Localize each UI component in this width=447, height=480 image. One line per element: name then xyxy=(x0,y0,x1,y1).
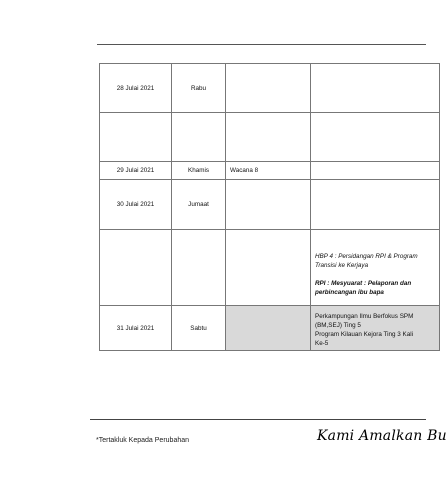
program-line: perbincangan ibu bapa xyxy=(315,289,384,296)
day-cell xyxy=(172,113,226,162)
date-cell: 31 Julai 2021 xyxy=(100,306,172,351)
table-row xyxy=(100,162,440,180)
program-line: (BM,SEJ) Ting 5 xyxy=(315,321,361,329)
motto-text: Kami Amalkan Bu xyxy=(317,428,447,444)
date-cell: 28 Julai 2021 xyxy=(100,64,172,113)
program-line: Ke-5 xyxy=(315,339,329,347)
bottom-rule xyxy=(90,419,426,420)
program-line: HBP 4 : Persidangan RPI & Program xyxy=(315,253,418,260)
date-cell: 30 Julai 2021 xyxy=(100,180,172,230)
schedule-table xyxy=(99,63,440,351)
day-cell: Khamis xyxy=(172,162,226,180)
program-line: Program Kilauan Kejora Ting 3 Kali xyxy=(315,330,414,338)
day-cell: Sabtu xyxy=(172,306,226,351)
date-cell xyxy=(100,113,172,162)
table-row xyxy=(100,64,440,113)
wacana-cell xyxy=(226,306,311,351)
day-cell: Jumaat xyxy=(172,180,226,230)
program-cell xyxy=(311,64,440,113)
wacana-cell xyxy=(226,230,311,306)
table-row xyxy=(100,306,440,351)
wacana-cell: Wacana 8 xyxy=(226,162,311,180)
program-cell xyxy=(311,306,440,351)
program-cell xyxy=(311,162,440,180)
table-row xyxy=(100,230,440,306)
program-cell xyxy=(311,113,440,162)
wacana-cell xyxy=(226,180,311,230)
date-cell: 29 Julai 2021 xyxy=(100,162,172,180)
table-row xyxy=(100,113,440,162)
day-cell: Rabu xyxy=(172,64,226,113)
wacana-cell xyxy=(226,64,311,113)
program-cell xyxy=(311,230,440,306)
program-line: Perkampungan Ilmu Berfokus SPM xyxy=(315,312,414,320)
program-line: RPI : Mesyuarat : Pelaporan dan xyxy=(315,280,412,287)
day-cell xyxy=(172,230,226,306)
footnote: *Tertakluk Kepada Perubahan xyxy=(96,437,190,444)
table-row xyxy=(100,180,440,230)
wacana-cell xyxy=(226,113,311,162)
program-cell xyxy=(311,180,440,230)
program-line: Transisi ke Kerjaya xyxy=(315,262,369,269)
date-cell xyxy=(100,230,172,306)
top-rule xyxy=(97,44,426,45)
